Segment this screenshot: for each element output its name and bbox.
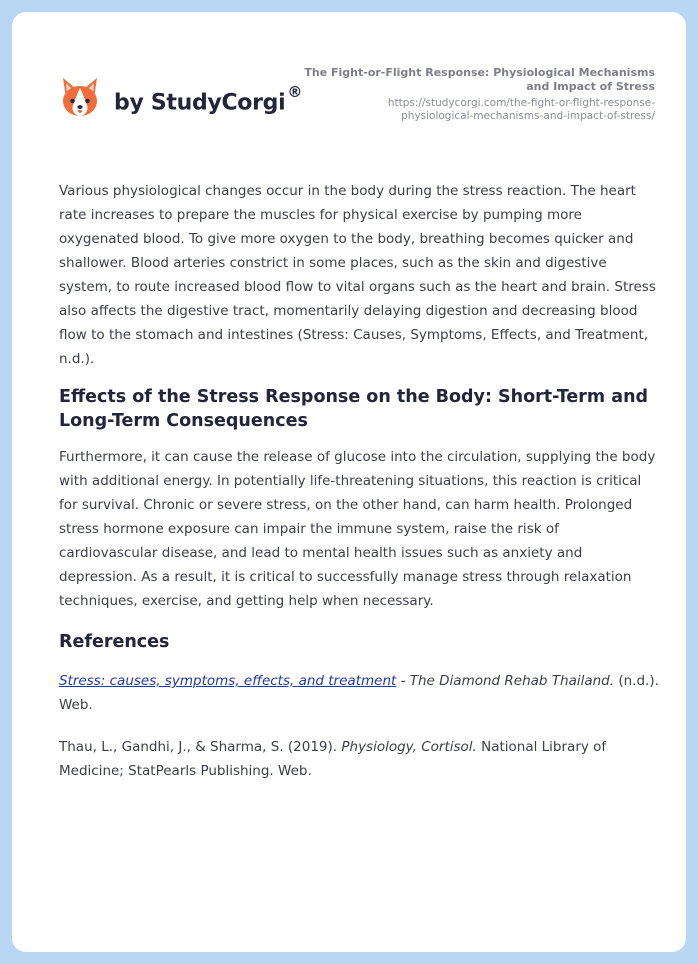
meta-title	[285, 66, 655, 94]
document-meta	[285, 66, 655, 123]
heading-references: References	[59, 632, 170, 652]
reference-1-source: - The Diamond Rehab Thailand.	[396, 673, 615, 689]
meta-url-line-2: physiological-mechanisms-and-impact-of-stress/	[401, 110, 655, 122]
paragraph-physiological-changes: Various physiological changes occur in the body during the stress reaction. The heart rate increases to prepare the muscles for physical exercise by pumping more oxygenated blood. To give more oxygen to the body, breathing becomes quicker and shallower. Blood arteries constrict in some places, such as the skin and digestive system, to route increased blood flow to vital organs such as the heart and brain. Stress also affects the digestive tract, momentarily delaying digestion and decreasing blood flow to the stomach and intestines (Stress: Causes, Symptoms, Effects, and Treatment, n.d.).	[59, 183, 656, 367]
registered-mark: ®	[287, 82, 303, 101]
brand-name	[114, 82, 303, 116]
meta-url[interactable]	[285, 97, 655, 123]
paragraph-effects: Furthermore, it can cause the release of glucose into the circulation, supplying the body with additional energy. In potentially life-threatening situations, this reaction is critical for survival. Chronic or severe stress, on the other hand, can harm health. Prolonged stress hormone exposure can impair the immune system, raise the risk of cardiovascular disease, and lead to mental health issues such as anxiety and depression. As a result, it is critical to successfully manage stress through relaxation techniques, exercise, and getting help when necessary.	[59, 449, 656, 609]
meta-url-line-1: https://studycorgi.com/the-fight-or-flight-response-	[387, 97, 655, 109]
meta-title-line-1: The Fight-or-Flight Response: Physiological Mechanisms	[304, 66, 655, 79]
reference-1-link[interactable]: Stress: causes, symptoms, effects, and treatment	[59, 673, 397, 689]
article-content	[59, 179, 659, 783]
meta-title-line-2: and Impact of Stress	[526, 80, 655, 93]
reference-2	[59, 735, 659, 783]
heading-effects: Effects of the Stress Response on the Body: Short-Term and Long-Term Consequences	[59, 387, 649, 431]
corgi-icon	[60, 76, 100, 120]
reference-2-rest: National Library of Medicine; StatPearls Publishing. Web.	[59, 739, 607, 779]
reference-2-authors: Thau, L., Gandhi, J., & Sharma, S. (2019).	[59, 739, 342, 755]
document-page	[12, 12, 686, 952]
reference-1	[59, 669, 659, 717]
brand-text: by StudyCorgi	[114, 90, 286, 116]
reference-2-title: Physiology, Cortisol.	[341, 739, 477, 755]
studycorgi-logo[interactable]	[60, 76, 302, 120]
reference-1-rest: (n.d.). Web.	[59, 673, 659, 713]
